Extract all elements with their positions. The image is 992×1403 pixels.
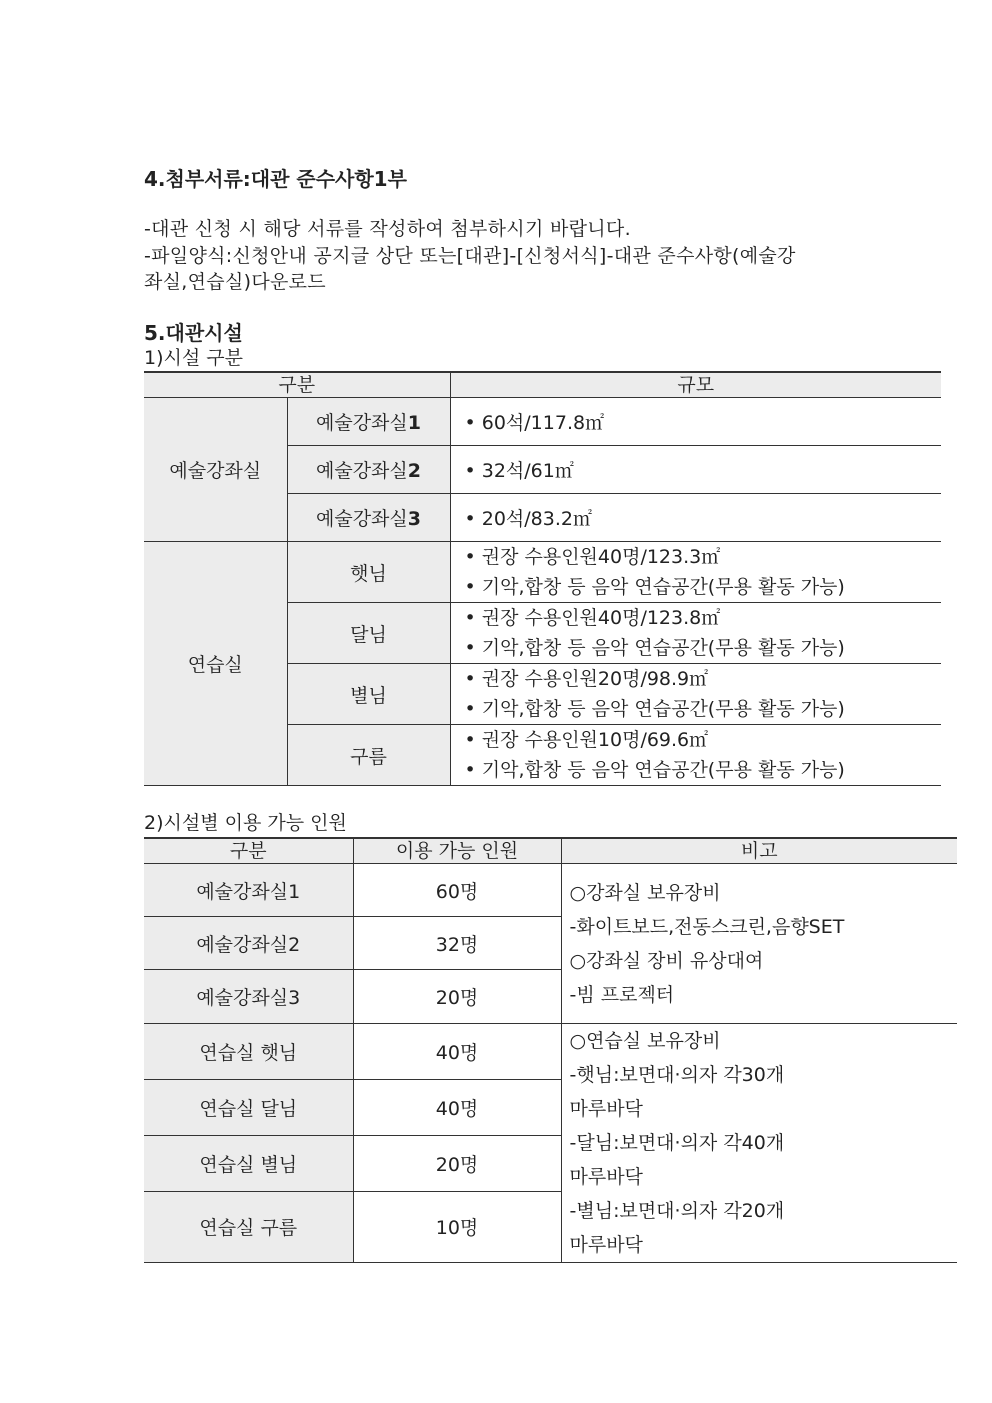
table-row-capacity: 40명	[353, 1024, 561, 1080]
table-row-name: 연습실 구름	[144, 1191, 353, 1262]
room-name: 별님	[287, 664, 450, 725]
room-name: 예술강좌실2	[287, 446, 450, 494]
table-row-capacity: 20명	[353, 1136, 561, 1192]
group-lecture-rooms: 예술강좌실	[144, 398, 287, 542]
capacity-heading: 2)시설별 이용 가능 인원	[144, 812, 347, 834]
capacity-table	[144, 837, 957, 1263]
section-4-title: 4.첨부서류:대관 준수사항1부	[144, 167, 407, 191]
lecture-room-equipment-note: ○강좌실 보유장비 -화이트보드,전동스크린,음향SET ○강좌실 장비 유상대여 -빔 프로젝터	[561, 864, 957, 1024]
table-row-name: 연습실 별님	[144, 1136, 353, 1192]
room-scale: • 권장 수용인원20명/98.9㎡ • 기악,합창 등 음악 연습공간(무용 활동 가능)	[450, 664, 941, 725]
table-row-capacity: 32명	[353, 917, 561, 970]
section-5-title: 5.대관시설	[144, 321, 243, 345]
room-name: 햇님	[287, 542, 450, 603]
room-scale: • 권장 수용인원10명/69.6㎡ • 기악,합창 등 음악 연습공간(무용 활동 가능)	[450, 725, 941, 786]
table-row-name: 예술강좌실3	[144, 970, 353, 1024]
table-row-name: 연습실 달님	[144, 1079, 353, 1136]
table-row-capacity: 10명	[353, 1191, 561, 1262]
section-4-line-1: -대관 신청 시 해당 서류를 작성하여 첨부하시기 바랍니다.	[144, 218, 631, 240]
table2-header-category: 구분	[144, 838, 353, 864]
room-name: 예술강좌실1	[287, 398, 450, 446]
table1-header-scale: 규모	[450, 372, 941, 398]
table-row-name: 연습실 햇님	[144, 1024, 353, 1080]
table1-header-category: 구분	[144, 372, 450, 398]
room-name: 예술강좌실3	[287, 494, 450, 542]
facility-category-table	[144, 371, 941, 786]
table2-header-capacity: 이용 가능 인원	[353, 838, 561, 864]
room-scale: • 60석/117.8㎡	[450, 398, 941, 446]
room-scale: • 권장 수용인원40명/123.3㎡ • 기악,합창 등 음악 연습공간(무용 활동 가능)	[450, 542, 941, 603]
practice-room-equipment-note: ○연습실 보유장비 -햇님:보면대·의자 각30개 마루바닥 -달님:보면대·의자 각40개 마루바닥 -별님:보면대·의자 각20개 마루바닥	[561, 1024, 957, 1263]
section-4-line-2: -파일양식:신청안내 공지글 상단 또는[대관]-[신청서식]-대관 준수사항(예술강	[144, 245, 796, 267]
room-scale: • 권장 수용인원40명/123.8㎡ • 기악,합창 등 음악 연습공간(무용 활동 가능)	[450, 603, 941, 664]
group-practice-rooms: 연습실	[144, 542, 287, 786]
table-row-capacity: 40명	[353, 1079, 561, 1136]
facility-category-heading: 1)시설 구분	[144, 347, 243, 369]
table-row-capacity: 20명	[353, 970, 561, 1024]
table-row-name: 예술강좌실1	[144, 864, 353, 917]
room-name: 달님	[287, 603, 450, 664]
table-row-name: 예술강좌실2	[144, 917, 353, 970]
room-scale: • 32석/61㎡	[450, 446, 941, 494]
section-4-line-3: 좌실,연습실)다운로드	[144, 271, 326, 293]
room-name: 구름	[287, 725, 450, 786]
room-scale: • 20석/83.2㎡	[450, 494, 941, 542]
table-row-capacity: 60명	[353, 864, 561, 917]
table2-header-notes: 비고	[561, 838, 957, 864]
